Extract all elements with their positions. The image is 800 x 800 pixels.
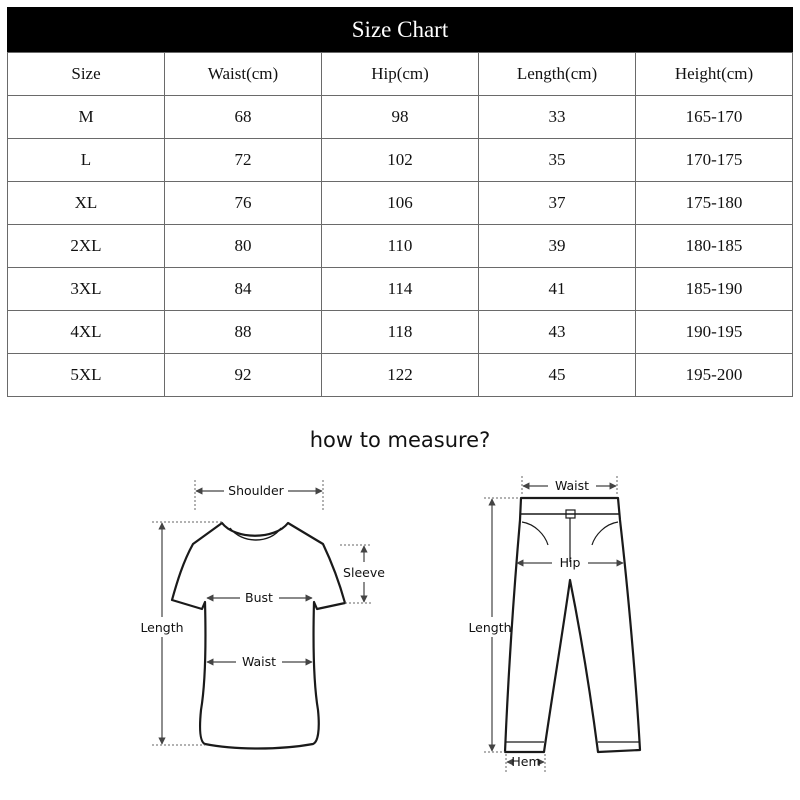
label-length-shirt: Length bbox=[140, 620, 184, 635]
table-cell: 68 bbox=[165, 96, 322, 139]
table-cell: 98 bbox=[322, 96, 479, 139]
table-cell: 165-170 bbox=[636, 96, 793, 139]
table-cell: 175-180 bbox=[636, 182, 793, 225]
table-cell: 35 bbox=[479, 139, 636, 182]
table-cell: 37 bbox=[479, 182, 636, 225]
table-cell: 41 bbox=[479, 268, 636, 311]
table-cell: 180-185 bbox=[636, 225, 793, 268]
label-waist-shirt: Waist bbox=[241, 654, 277, 669]
table-cell: 72 bbox=[165, 139, 322, 182]
table-cell: 4XL bbox=[8, 311, 165, 354]
table-cell: 110 bbox=[322, 225, 479, 268]
table-cell: 88 bbox=[165, 311, 322, 354]
label-hem: Hem bbox=[511, 754, 541, 769]
table-cell: 3XL bbox=[8, 268, 165, 311]
table-cell: 92 bbox=[165, 354, 322, 397]
pants-diagram bbox=[468, 476, 640, 772]
pants-outline bbox=[505, 498, 640, 752]
table-cell: 33 bbox=[479, 96, 636, 139]
table-cell: 102 bbox=[322, 139, 479, 182]
column-header: Height(cm) bbox=[636, 53, 793, 96]
label-bust: Bust bbox=[245, 590, 273, 605]
measure-heading: how to measure? bbox=[309, 428, 491, 452]
table-cell: 118 bbox=[322, 311, 479, 354]
table-cell: 114 bbox=[322, 268, 479, 311]
column-header: Size bbox=[8, 53, 165, 96]
table-cell: 45 bbox=[479, 354, 636, 397]
table-cell: M bbox=[8, 96, 165, 139]
column-header: Length(cm) bbox=[479, 53, 636, 96]
table-cell: 170-175 bbox=[636, 139, 793, 182]
table-cell: L bbox=[8, 139, 165, 182]
chart-title: Size Chart bbox=[7, 7, 793, 52]
tshirt-diagram bbox=[140, 480, 385, 749]
table-cell: 84 bbox=[165, 268, 322, 311]
column-header: Waist(cm) bbox=[165, 53, 322, 96]
column-header: Hip(cm) bbox=[322, 53, 479, 96]
table-cell: XL bbox=[8, 182, 165, 225]
table-cell: 76 bbox=[165, 182, 322, 225]
table-cell: 195-200 bbox=[636, 354, 793, 397]
table-cell: 190-195 bbox=[636, 311, 793, 354]
table-cell: 43 bbox=[479, 311, 636, 354]
table-cell: 106 bbox=[322, 182, 479, 225]
table-cell: 39 bbox=[479, 225, 636, 268]
label-hip: Hip bbox=[559, 555, 581, 570]
label-shoulder: Shoulder bbox=[228, 483, 284, 498]
table-cell: 185-190 bbox=[636, 268, 793, 311]
table-cell: 122 bbox=[322, 354, 479, 397]
label-waist-pants: Waist bbox=[554, 478, 590, 493]
table-cell: 5XL bbox=[8, 354, 165, 397]
tshirt-outline bbox=[172, 523, 345, 749]
table-cell: 2XL bbox=[8, 225, 165, 268]
label-length-pants: Length bbox=[468, 620, 512, 635]
label-sleeve: Sleeve bbox=[343, 565, 385, 580]
table-cell: 80 bbox=[165, 225, 322, 268]
